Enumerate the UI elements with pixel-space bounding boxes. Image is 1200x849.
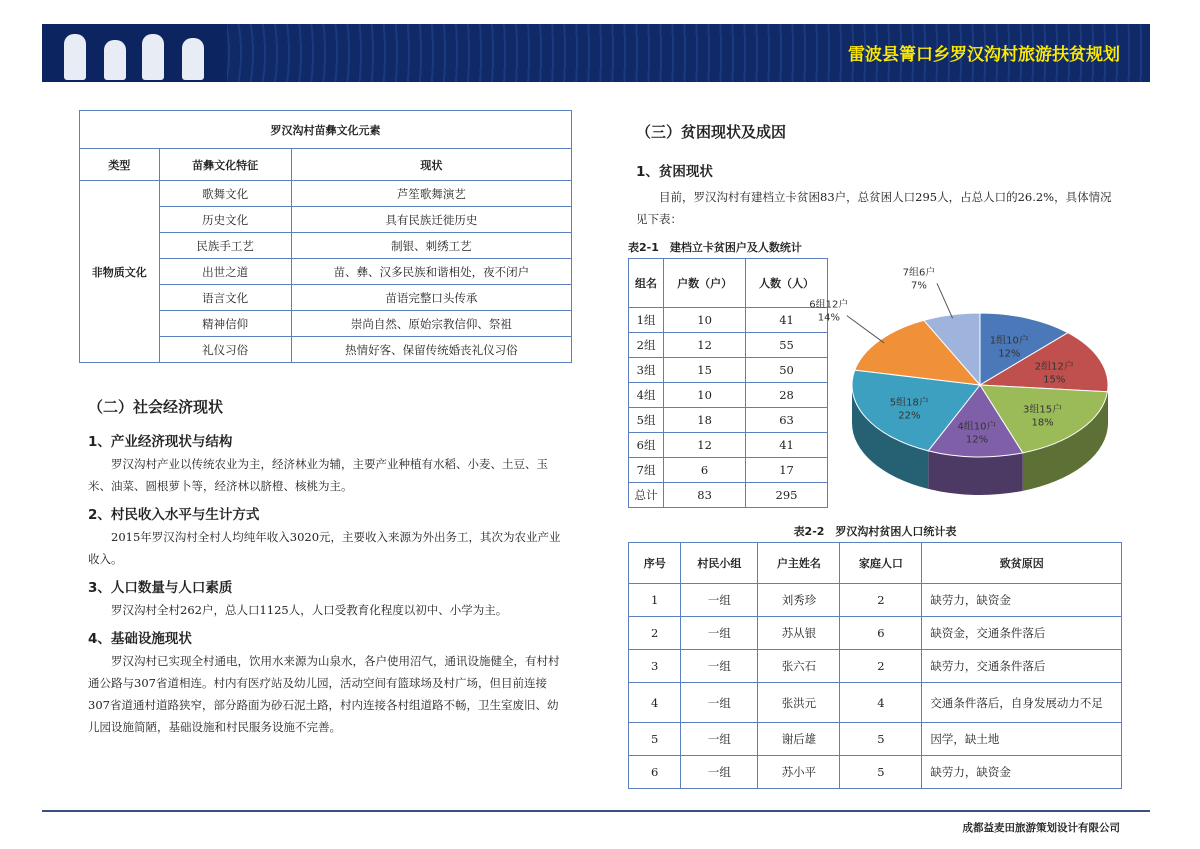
table-cell: 总计: [629, 483, 664, 508]
table-cell: 12: [664, 333, 746, 358]
table-cell: 17: [746, 458, 828, 483]
table-row: [629, 483, 828, 508]
table-cell: 50: [746, 358, 828, 383]
table-cell: 3组: [629, 358, 664, 383]
table-row: [80, 181, 572, 207]
table-cell: 张洪元: [758, 683, 840, 723]
table-cell: 2: [840, 650, 922, 683]
table-cell: 5组: [629, 408, 664, 433]
table-cell: 热情好客、保留传统婚丧礼仪习俗: [291, 337, 571, 363]
column-header: 现状: [291, 149, 571, 181]
culture-table: [79, 110, 572, 363]
paragraph: 2015年罗汉沟村全村人均纯年收入3020元，主要收入来源为外出务工，其次为农业产业收入。: [88, 530, 561, 566]
poverty-population-table: [628, 542, 1122, 789]
table-cell: 历史文化: [159, 207, 291, 233]
table-cell: 12: [664, 433, 746, 458]
leader-line: [937, 283, 953, 318]
pie-pct: 7%: [911, 280, 927, 292]
pie-label: 5组18户: [889, 397, 929, 409]
table-cell: 18: [664, 408, 746, 433]
table-cell: 谢后雄: [758, 723, 840, 756]
table-cell: 一组: [681, 723, 758, 756]
table-row: [629, 650, 1122, 683]
table-cell: 缺劳力，交通条件落后: [922, 650, 1122, 683]
table-row: [629, 333, 828, 358]
leader-line: [847, 316, 884, 343]
table-cell: 10: [664, 383, 746, 408]
table-title-row: [80, 111, 572, 149]
paragraph: 罗汉沟村已实现全村通电，饮用水来源为山泉水，各户使用沼气，通讯设施健全，有村村通公路与307省道相连。村内有医疗站及幼儿园，活动空间有篮球场及村广场，但目前连接307省道通村道路狭窄，部分路面为砂石泥土路，村内连接各村组道路不畅，卫生室废旧、幼儿园设施简陋，基础设施和村民服务设施不完善。: [88, 654, 560, 734]
table-row: [629, 308, 828, 333]
table-cell: 2: [840, 584, 922, 617]
table-row: [629, 408, 828, 433]
column-header: 人数（人）: [746, 259, 828, 308]
table-header-row: [629, 259, 828, 308]
section-heading: （二）社会经济现状: [88, 398, 224, 416]
table-cell: 制银、刺绣工艺: [291, 233, 571, 259]
table-cell: 63: [746, 408, 828, 433]
paragraph: 罗汉沟村全村262户，总人口1125人，人口受教育化程度以初中、小学为主。: [111, 603, 508, 617]
table-title: 罗汉沟村苗彝文化元素: [80, 111, 572, 149]
pie-pct: 12%: [998, 348, 1021, 360]
table-cell: 5: [629, 723, 681, 756]
footer-divider: [42, 810, 1150, 812]
table-row: [629, 433, 828, 458]
table-cell: 刘秀珍: [758, 584, 840, 617]
pie-pct: 12%: [965, 434, 989, 446]
table-cell: 一组: [681, 650, 758, 683]
table-cell: 一组: [681, 617, 758, 650]
dancers-logo: [42, 24, 227, 82]
table-cell: 苗、彝、汉多民族和谐相处，夜不闭户: [291, 259, 571, 285]
table-row: [629, 584, 1122, 617]
sub-heading: 3、人口数量与人口素质: [88, 580, 233, 596]
pie-label: 7组6户: [902, 267, 936, 279]
header-banner: [42, 24, 1150, 82]
table-row: [629, 723, 1122, 756]
column-header: 组名: [629, 259, 664, 308]
table-row: [629, 683, 1122, 723]
table-cell: 缺劳力，缺资金: [922, 584, 1122, 617]
table-cell: 4: [629, 683, 681, 723]
table-cell: 55: [746, 333, 828, 358]
table-cell: 28: [746, 383, 828, 408]
table-cell: 295: [746, 483, 828, 508]
table-cell: 苗语完整口头传承: [291, 285, 571, 311]
table-cell: 缺资金，交通条件落后: [922, 617, 1122, 650]
table-cell: 3: [629, 650, 681, 683]
table-cell: 41: [746, 308, 828, 333]
pie-pct: 14%: [817, 312, 840, 324]
table-cell: 10: [664, 308, 746, 333]
paragraph: 目前，罗汉沟村有建档立卡贫困83户，总贫困人口295人，占总人口的26.2%，具体情况见下表：: [636, 190, 1112, 226]
table-cell: 一组: [681, 584, 758, 617]
section-heading: （三）贫困现状及成因: [636, 123, 787, 141]
table2-caption: 表2-2 罗汉沟村贫困人口统计表: [793, 525, 957, 538]
table-cell: 41: [746, 433, 828, 458]
table-cell: 芦笙歌舞演艺: [291, 181, 571, 207]
poverty-households-table: [628, 258, 828, 508]
table-cell: 一组: [681, 756, 758, 789]
sub-heading: 1、贫困现状: [636, 164, 713, 180]
table-cell: 6组: [629, 433, 664, 458]
table-cell: 歌舞文化: [159, 181, 291, 207]
column-header: 类型: [80, 149, 160, 181]
sub-heading: 2、村民收入水平与生计方式: [88, 507, 260, 523]
table-cell: 缺劳力，缺资金: [922, 756, 1122, 789]
sub-heading: 4、基础设施现状: [88, 631, 192, 647]
table-cell: 崇尚自然、原始宗教信仰、祭祖: [291, 311, 571, 337]
table-cell: 语言文化: [159, 285, 291, 311]
pie-label: 4组10户: [957, 421, 997, 433]
table-cell: 15: [664, 358, 746, 383]
pie-label: 6组12户: [809, 299, 849, 311]
table-cell: 具有民族迁徙历史: [291, 207, 571, 233]
sub-heading: 1、产业经济现状与结构: [88, 434, 233, 450]
footer-company: 成都益麦田旅游策划设计有限公司: [962, 822, 1120, 834]
table-row: [629, 756, 1122, 789]
table-cell: 4: [840, 683, 922, 723]
table-cell: 7组: [629, 458, 664, 483]
pie-label: 3组15户: [1023, 404, 1063, 416]
pie-label: 2组12户: [1034, 361, 1074, 373]
column-header: 序号: [629, 543, 681, 584]
table-row: [629, 358, 828, 383]
table-cell: 6: [664, 458, 746, 483]
table-cell: 苏从银: [758, 617, 840, 650]
table-cell: 礼仪习俗: [159, 337, 291, 363]
pie-label: 1组10户: [989, 335, 1029, 347]
column-header: 家庭人口: [840, 543, 922, 584]
column-header: 户数（户）: [664, 259, 746, 308]
table-cell: 2组: [629, 333, 664, 358]
table-cell: 2: [629, 617, 681, 650]
document-title: 雷波县箐口乡罗汉沟村旅游扶贫规划: [848, 45, 1120, 65]
table-cell: 张六石: [758, 650, 840, 683]
column-header: 苗彝文化特征: [159, 149, 291, 181]
table-cell: 6: [629, 756, 681, 789]
table-cell: 6: [840, 617, 922, 650]
table-row: [629, 617, 1122, 650]
table-cell: 83: [664, 483, 746, 508]
left-content: [88, 430, 568, 738]
column-header: 致贫原因: [922, 543, 1122, 584]
table-cell: 一组: [681, 683, 758, 723]
table-row: [629, 458, 828, 483]
table-cell: 4组: [629, 383, 664, 408]
column-header: 村民小组: [681, 543, 758, 584]
table-cell: 1: [629, 584, 681, 617]
table-cell: 苏小平: [758, 756, 840, 789]
table-cell: 5: [840, 723, 922, 756]
column-header: 户主姓名: [758, 543, 840, 584]
table-header-row: [80, 149, 572, 181]
pie-chart: [809, 265, 1130, 485]
pie-pct: 18%: [1031, 417, 1054, 429]
paragraph: 罗汉沟村产业以传统农业为主，经济林业为辅，主要产业种植有水稻、小麦、土豆、玉米、油菜、圆根萝卜等，经济林以脐橙、核桃为主。: [88, 457, 548, 493]
table-cell: 民族手工艺: [159, 233, 291, 259]
pie-pct: 15%: [1043, 374, 1066, 386]
table-cell: 出世之道: [159, 259, 291, 285]
table-cell: 精神信仰: [159, 311, 291, 337]
table1-caption: 表2-1 建档立卡贫困户及人数统计: [628, 239, 828, 259]
pie-pct: 22%: [898, 410, 921, 422]
table-row: [629, 383, 828, 408]
table-header-row: [629, 543, 1122, 584]
category-cell: 非物质文化: [80, 181, 160, 363]
table-cell: 5: [840, 756, 922, 789]
table-cell: 1组: [629, 308, 664, 333]
table-cell: 因学，缺土地: [922, 723, 1122, 756]
table-cell: 交通条件落后，自身发展动力不足: [922, 683, 1122, 723]
